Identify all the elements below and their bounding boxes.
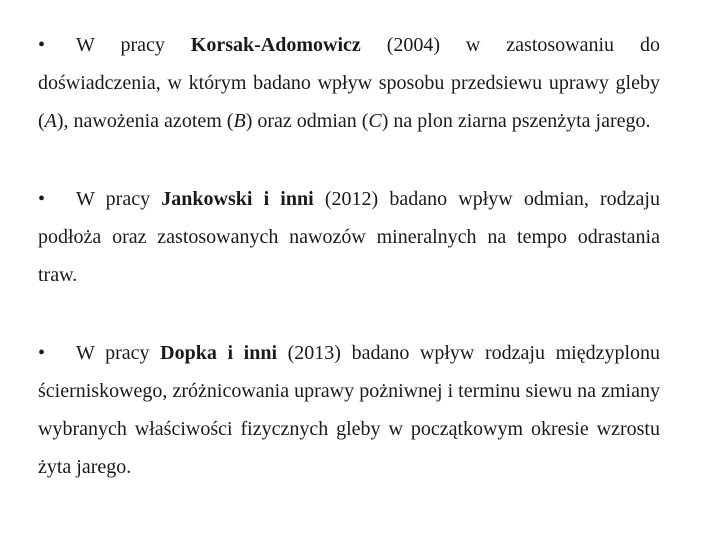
author-name: Korsak-Adomowicz bbox=[190, 34, 361, 56]
item-body-text: (2012) badano wpływ odmian, rodzaju podłoża oraz zastosowanych nawozów mineralnych na tempo odrastania traw. bbox=[38, 188, 660, 286]
author-name: Dopka i inni bbox=[160, 342, 278, 364]
item-body-text: (2004) w zastosowaniu do doświadczenia, w którym badano wpływ sposobu przedsiewu uprawy gleby ( bbox=[38, 34, 660, 132]
factor-c: C bbox=[368, 110, 382, 132]
bullet-item-korsak bbox=[38, 26, 660, 140]
item-body-text: ) oraz odmian ( bbox=[245, 110, 369, 132]
document-body bbox=[38, 26, 660, 486]
bullet-marker: • bbox=[38, 188, 46, 210]
item-body-text: (2013) badano wpływ rodzaju międzyplonu ścierniskowego, zróżnicowania uprawy pożniwnej i terminu siewu na zmiany wybranych właściwości fizycznych gleby w początkowym okresie wzrostu żyta jarego. bbox=[38, 342, 661, 478]
bullet-marker: • bbox=[38, 342, 46, 364]
factor-b: B bbox=[233, 110, 246, 132]
bullet-item-dopka bbox=[38, 334, 660, 486]
item-lead-text: W pracy bbox=[76, 34, 191, 56]
bullet-item-jankowski bbox=[38, 180, 660, 294]
author-name: Jankowski i inni bbox=[161, 188, 314, 210]
factor-a: A bbox=[44, 110, 57, 132]
bullet-marker: • bbox=[38, 34, 46, 56]
item-body-text: ), nawożenia azotem ( bbox=[56, 110, 234, 132]
item-lead-text: W pracy bbox=[76, 188, 162, 210]
item-body-text: ) na plon ziarna pszenżyta jarego. bbox=[381, 110, 651, 132]
item-lead-text: W pracy bbox=[76, 342, 161, 364]
